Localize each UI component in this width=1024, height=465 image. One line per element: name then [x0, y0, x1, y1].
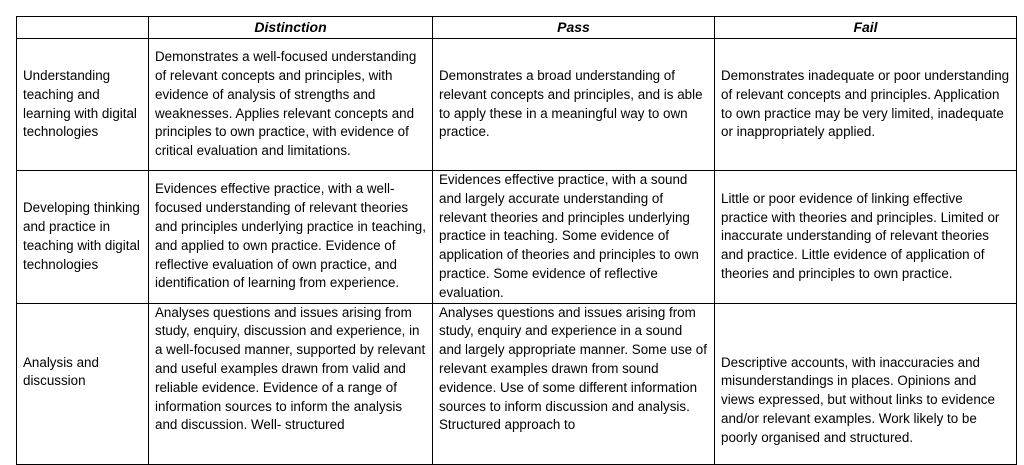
header-distinction: Distinction	[149, 17, 433, 39]
distinction-cell: Evidences effective practice, with a well-focused understanding of relevant theories and principles underlying practice in teaching, and applied to own practice. Evidence of reflective evaluation of own practice, and identification of learning from experience.	[149, 171, 433, 304]
fail-cell: Little or poor evidence of linking effective practice with theories and principles. Limited or inaccurate understanding of relevant theories and practice. Little evidence of application of theories and principles to own practice.	[715, 171, 1017, 304]
header-row	[17, 17, 1017, 39]
distinction-cell: Demonstrates a well-focused understanding of relevant concepts and principles, with evidence of analysis of strengths and weaknesses. Applies relevant concepts and principles to own practice, with evidence of critical evaluation and limitations.	[149, 39, 433, 171]
pass-cell: Analyses questions and issues arising from study, enquiry and experience in a sound and largely appropriate manner. Some use of relevant examples drawn from sound evidence. Use of some different information sources to inform discussion and analysis. Structured approach to	[433, 303, 715, 464]
table-row	[17, 39, 1017, 171]
fail-cell: Demonstrates inadequate or poor understanding of relevant concepts and principles. Application to own practice may be very limited, inadequate or inappropriately applied.	[715, 39, 1017, 171]
header-pass: Pass	[433, 17, 715, 39]
distinction-cell: Analyses questions and issues arising from study, enquiry, discussion and experience, in a well-focused manner, supported by relevant and useful examples drawn from valid and reliable evidence. Evidence of a range of information sources to inform the analysis and discussion. Well- structured	[149, 303, 433, 464]
pass-cell: Demonstrates a broad understanding of relevant concepts and principles, and is able to apply these in a meaningful way to own practice.	[433, 39, 715, 171]
assessment-rubric-table	[16, 16, 1017, 465]
header-criteria	[17, 17, 149, 39]
criterion-label: Understanding teaching and learning with digital technologies	[17, 39, 149, 171]
header-fail: Fail	[715, 17, 1017, 39]
pass-cell: Evidences effective practice, with a sound and largely accurate understanding of relevant theories and principles underlying practice in teaching. Some evidence of application of theories and principles to own practice. Some evidence of reflective evaluation.	[433, 171, 715, 304]
criterion-label: Developing thinking and practice in teaching with digital technologies	[17, 171, 149, 304]
criterion-label: Analysis and discussion	[17, 303, 149, 464]
table-row	[17, 303, 1017, 464]
fail-cell: Descriptive accounts, with inaccuracies and misunderstandings in places. Opinions and views expressed, but without links to evidence and/or relevant examples. Work likely to be poorly organised and structured.	[715, 303, 1017, 464]
table-row	[17, 171, 1017, 304]
